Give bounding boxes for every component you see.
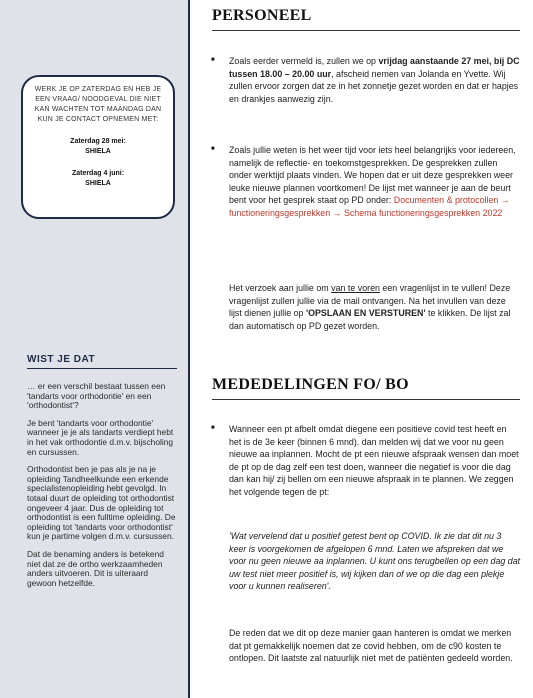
wist-paragraph: Orthodontist ben je pas als je na je opleiding Tandheelkunde een erkende specialistenopleiding hebt gevolgd. In totaal duurt de opleiding tot orthodontist ongeveer 4 jaar. Dus de opleiding tot orthodontist is een fulltime opleiding. De opleiding tot 'tandarts voor orthodontist' kun je partime volgen d.m.v. cursussen. xyxy=(27,464,176,542)
personeel-paragraph-2 xyxy=(229,144,521,220)
callout-name-2: SHIELA xyxy=(85,180,111,187)
text-run: een vragenlijst in te vullen! Deze vragenlijst zullen jullie via de mail ontvangen. Na het invullen van deze lijst dienen jullie op xyxy=(229,283,511,319)
patient-script-quote: 'Wat vervelend dat u positief getest bent op COVID. Ik zie dat dit nu 3 keer is voorgekomen de afgelopen 6 mnd. Laten we afspreken dat we voor nu geen nieuwe aa inplannen. U kunt ons terugbellen op een dag dat uw test niet meer positief is, wij kijken dan of we op die dag een plekje voor u kunnen realiseren'. xyxy=(229,531,521,592)
personeel-rule xyxy=(212,30,520,31)
text-run: , afscheid nemen van Jolanda en Yvette. Wij zullen ervoor zorgen dat ze in het zonnetje gezet worden en dat er hapjes en drankjes aanwezig zijn. xyxy=(229,68,519,104)
bold-button-name: 'OPSLAAN EN VERSTUREN' xyxy=(305,308,426,319)
wist-title-rule xyxy=(27,368,177,369)
callout-date-1: Zaterdag 28 mei: xyxy=(70,138,126,145)
mededelingen-paragraph-1: Wanneer een pt afbelt omdat diegene een positieve covid test heeft en het is de 3e keer (binnen 6 mnd). dan melden wij dat we voor nu geen nieuwe aa inplannen. Mocht de pt een nieuwe afspraak wensen dan moet de pt op de dag zelf een test doen, wanneer die negatief is voor die dag dan kan hij/ zij bellen om een nieuwe afspraak in te plannen. We zeggen het volgende tegen de pt: xyxy=(229,424,519,497)
callout-text: WERK JE OP ZATERDAG EN HEB JE EEN VRAAG/ NOODGEVAL DIE NIET KAN WACHTEN TOT MAANDAG DAN KUN JE CONTACT OPNEMEN MET: xyxy=(34,86,162,123)
bullet-icon: ■ xyxy=(211,425,215,431)
personeel-heading: PERSONEEL xyxy=(212,7,312,24)
wist-je-dat-body xyxy=(27,382,179,596)
document-path-link[interactable]: Documenten & protocollen → functioneringsgesprekken → Schema functioneringsgesprekken 2022 xyxy=(229,195,510,218)
wist-paragraph: Dat de benaming anders is betekend niet dat ze de ortho werkzaamheden anders uitvoeren. Dit is uiteraard gewoon hetzelfde. xyxy=(27,548,164,588)
mededelingen-paragraph-2: De reden dat we dit op deze manier gaan hanteren is omdat we merken dat pt gemakkelijk noemen dat ze covid hebben, om de c90 kosten te ontlopen. Dit laatste zal natuurlijk niet met de patiënten gedeeld worden. xyxy=(229,628,513,664)
callout-name-1: SHIELA xyxy=(85,148,111,155)
event-date-text: vrijdag aanstaande 27 mei, bij DC tussen 18.00 – 20.00 uur xyxy=(229,56,520,79)
sidebar-divider xyxy=(188,0,190,698)
bullet-icon: ■ xyxy=(211,146,215,152)
callout-date-2: Zaterdag 4 juni: xyxy=(71,170,125,177)
bullet-icon: ■ xyxy=(211,57,215,63)
text-run: Zoals eerder vermeld is, zullen we op xyxy=(229,56,379,66)
personeel-paragraph-1 xyxy=(229,55,521,105)
wist-je-dat-title: WIST JE DAT xyxy=(27,354,96,365)
text-run: te klikken. De lijst zal dan automatisch op PD gezet worden. xyxy=(229,308,511,331)
personeel-paragraph-3 xyxy=(229,282,521,332)
text-run: Het verzoek aan jullie om xyxy=(229,283,332,293)
mededelingen-rule xyxy=(212,399,520,400)
mededelingen-heading: MEDEDELINGEN FO/ BO xyxy=(212,376,409,393)
underlined-text: van te voren xyxy=(331,283,380,293)
wist-paragraph: Je bent 'tandarts voor orthodontie' wanneer je je als tandarts verdiept hebt in het vak orthodontie d.m.v. bijscholing en cursussen. xyxy=(27,417,174,457)
wist-paragraph: … er een verschil bestaat tussen een 'tandarts voor orthodontie' en een 'orthodontist'? xyxy=(27,381,166,411)
weekend-contact-callout xyxy=(21,75,175,219)
text-run: Zoals jullie weten is het weer tijd voor iets heel belangrijks voor iedereen, namelijk de reflectie- en toekomstgesprekken. De gesprekken zullen onder werktijd plaats vinden. We hopen dat er uit deze gesprekken weer leuke nieuwe plannen voortkomen! De lijst met wanneer je aan de beurt bent voor het gesprek staat op PD onder: xyxy=(229,145,516,206)
